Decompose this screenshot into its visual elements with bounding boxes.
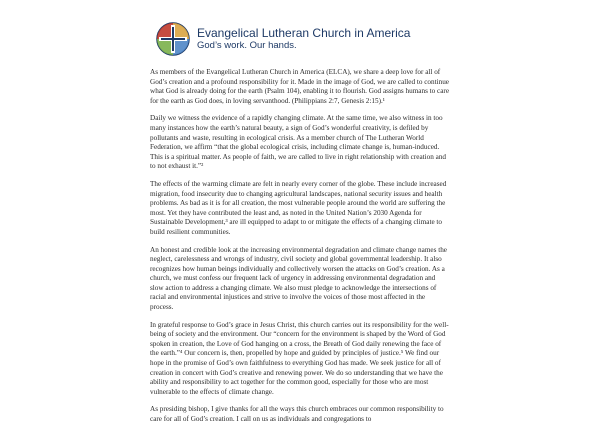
organization-name: Evangelical Lutheran Church in America — [197, 26, 411, 40]
paragraph-4: An honest and credible look at the increasing environmental degradation and climate change names the neglect, carelessness and wrongs of industry, civil society and global governmental leadership. It also recognizes how human beings individually and collectively worsen the attacks on God’s creation. As a church, we must confess our frequent lack of urgency in addressing environmental degradation and slow action to address a changing climate. We also must pledge to acknowledge the intersections of racial and environmental injustices and strive to involve the voices of those most affected in the process. — [150, 245, 447, 312]
paragraph-5: In grateful response to God’s grace in Jesus Christ, this church carries out its responsibility for the well-being of society and the environment. Our “concern for the environment is shaped by the Word of God spoken in creation, the Love of God hanging on a cross, the Breath of God daily renewing the face of the earth.”⁴ Our concern is, then, propelled by hope and guided by principles of justice.⁵ We find our hope in the promise of God’s own faithfulness to everything God has made. We seek justice for all of creation in concert with God’s creative and renewing power. We do so understanding that we have the ability and responsibility to act together for the common good, especially for those who are most vulnerable to the effects of climate change. — [150, 320, 449, 396]
paragraph-6: As presiding bishop, I give thanks for all the ways this church embraces our common responsibility to care for all of God’s creation. I call on us as individuals and congregations to — [150, 405, 444, 423]
paragraph-2: Daily we witness the evidence of a rapidly changing climate. At the same time, we also witness in too many instances how the earth’s natural beauty, a sign of God’s wonderful creativity, is defiled by pollutants and waste, resulting in ecological crisis. As a member church of The Lutheran World Federation, we affirm “that the global ecological crisis, including climate change is, human-induced. This is a spiritual matter. As people of faith, we are called to live in right relationship with creation and to not exhaust it.”² — [150, 114, 447, 171]
organization-tagline: God’s work. Our hands. — [197, 40, 297, 51]
elca-cross-logo-icon — [155, 21, 191, 57]
paragraph-3: The effects of the warming climate are felt in nearly every corner of the globe. These include increased migration, food insecurity due to changing agricultural landscapes, national security issues and health problems. As bad as it is for all creation, the most vulnerable people around the world are suffering the most. Yet they have contributed the least and, as noted in the United Nation’s 2030 Agenda for Sustainable Development,³ are ill equipped to adapt to or mitigate the effects of a changing climate to build resilient communities. — [150, 179, 447, 236]
letter-body — [150, 68, 450, 433]
paragraph-1: As members of the Evangelical Lutheran Church in America (ELCA), we share a deep love for all of God’s creation and a profound responsibility for it. Made in the image of God, we are called to continue what God is already doing for the earth (Psalm 104), enabling it to flourish. God assigns humans to care for the earth as God does, in loving servanthood. (Philippians 2:7, Genesis 2:15).¹ — [150, 68, 450, 105]
